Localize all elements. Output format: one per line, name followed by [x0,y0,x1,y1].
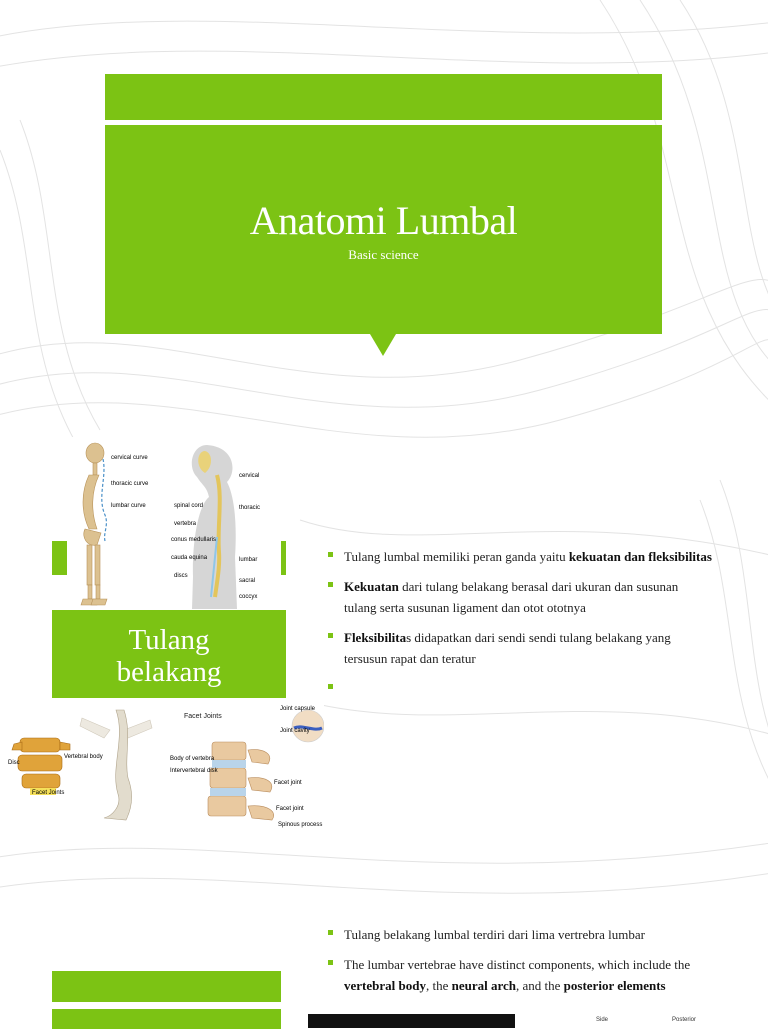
bullet-marker [328,582,333,587]
bullet-bold-text: neural arch [451,978,517,993]
label-cervical-curve: cervical curve [111,455,148,461]
label-disc: Disc [8,760,20,766]
bullet-text: Tulang belakang lumbal terdiri dari lima vertrebra lumbar [344,927,645,942]
label-cauda-equina: cauda equina [171,555,208,561]
label-thoracic: thoracic [239,505,261,511]
accent-bar-right [281,541,286,575]
bullet-bold-text: Kekuatan [344,579,399,594]
bullet-marker [328,960,333,965]
section-heading-box [52,610,286,698]
section-heading-line1: Tulang [128,624,210,656]
slide-subtitle: Basic science [348,247,419,262]
label-facet-joint-2: Facet joint [276,806,304,812]
facet-figure-title: Facet Joints [184,713,222,720]
facet-joints-illustration [168,698,324,838]
label-side: Side [596,1017,609,1023]
facet-joints-image [168,698,324,838]
spine-figures-image [67,437,281,610]
label-spinous-process: Spinous process [278,822,323,828]
label-facet-joint-1: Facet joint [274,780,302,786]
bullet-bold-text: kekuatan dan fleksibilitas [568,549,712,564]
label-body-of-vertebra: Body of vertebra [170,756,215,762]
vertebra-illustration [0,698,168,826]
label-conus-medullaris: conus medullaris [171,537,217,543]
slide3-heading-box [52,1009,281,1029]
label-intervertebral-disk: Intervertebral disk [170,768,218,774]
bullet-text: dari tulang belakang berasal dari ukuran dan susunan tulang serta susunan ligament dan otot ototnya [344,579,679,615]
section-heading-line2: belakang [116,656,222,688]
slide3-accent-band [52,971,281,1002]
bullet-item [328,627,712,669]
title-box [105,125,662,334]
bullet-item [328,546,712,567]
bullet-text: The lumbar vertebrae have distinct components, which include the [344,957,691,972]
bullet-text: s didapatkan dari sendi sendi tulang belakang yang tersusun rapat dan teratur [344,630,671,666]
label-joint-capsule: Joint capsule [280,706,316,712]
slide2-bullet-list [328,546,712,678]
bullet-bold-text: vertebral body [344,978,426,993]
label-facet-joints-small: Facet Joints [32,790,65,796]
bullet-marker [328,552,333,557]
label-joint-cavity: Joint cavity [280,728,310,734]
title-pointer-triangle [370,334,396,356]
bullet-text: , and the [516,978,564,993]
skeleton-illustration [67,437,281,610]
bullet-marker [328,684,333,689]
bullet-bold-text: posterior elements [563,978,666,993]
accent-bar-left [52,541,68,575]
bullet-text: Tulang lumbal memiliki peran ganda yaitu [344,549,569,564]
label-coccyx: coccyx [239,594,258,600]
label-vertebra: vertebra [174,521,197,527]
vertebra-image [0,698,169,826]
title-top-band [105,74,662,120]
label-sacral: sacral [239,578,256,584]
bullet-item [328,576,712,618]
bullet-item [328,924,728,945]
label-discs: discs [174,573,188,579]
slide3-bullet-list [328,924,728,1005]
label-vertebral-body: Vertebral body [64,754,103,760]
bullet-item [328,954,728,996]
label-spinal-cord: spinal cord [174,503,204,509]
label-posterior: Posterior [672,1017,697,1023]
bullet-bold-text: Fleksibilita [344,630,407,645]
lumbar-xray-image [308,1014,515,1028]
label-cervical: cervical [239,473,260,479]
bullet-marker [328,633,333,638]
bullet-marker [328,930,333,935]
slide-title: Anatomi Lumbal [249,198,518,243]
label-lumbar: lumbar [239,557,258,563]
label-thoracic-curve: thoracic curve [111,481,149,487]
label-lumbar-curve: lumbar curve [111,503,146,509]
bullet-text: , the [425,978,452,993]
